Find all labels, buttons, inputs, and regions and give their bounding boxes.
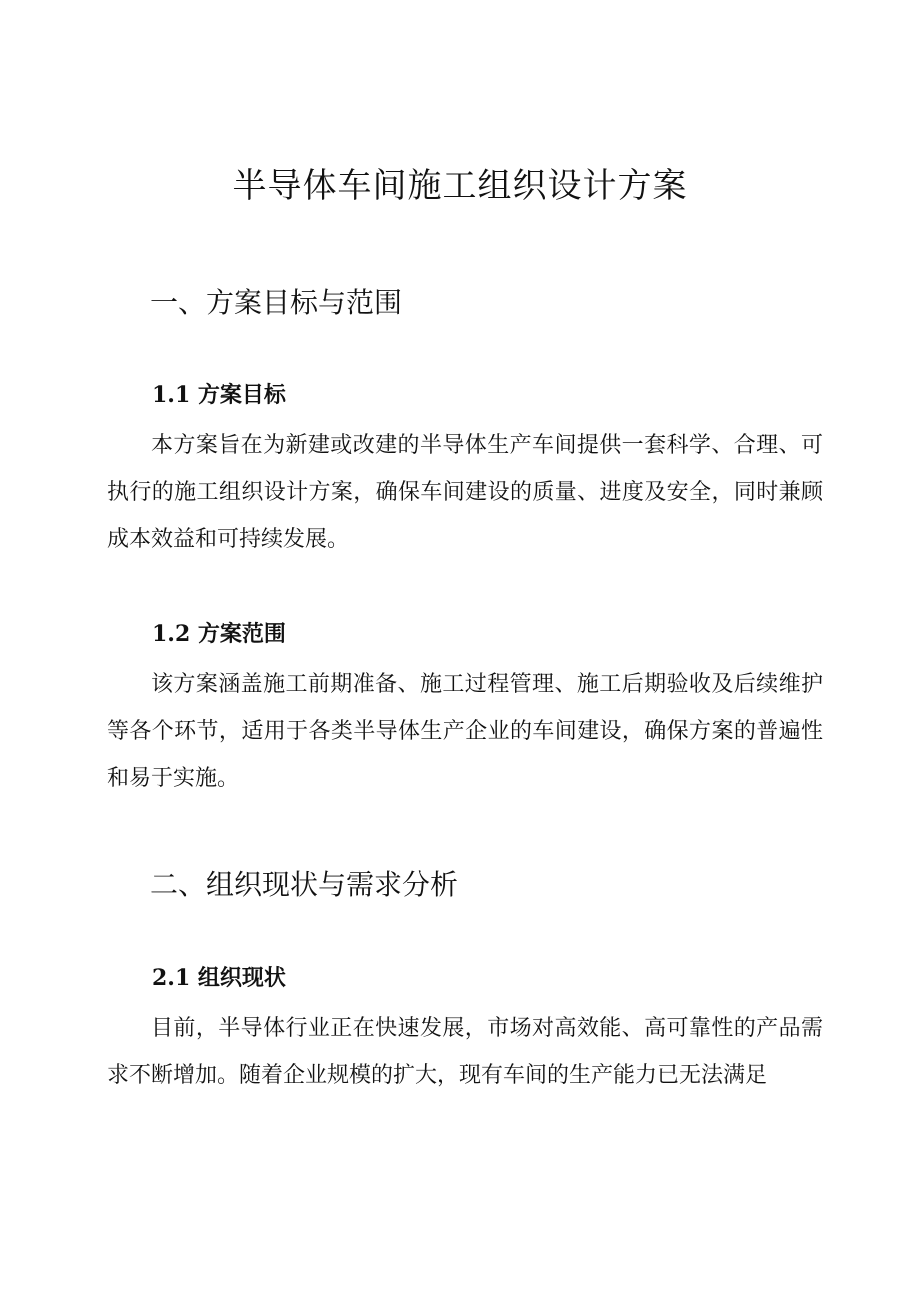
section-heading-2: 二、组织现状与需求分析 [150, 868, 459, 901]
paragraph-2-1: 目前，半导体行业正在快速发展，市场对高效能、高可靠性的产品需求不断增加。随着企业规模的扩大，现有车间的生产能力已无法满足 [107, 1016, 823, 1088]
paragraph-1-1: 本方案旨在为新建或改建的半导体生产车间提供一套科学、合理、可执行的施工组织设计方案，确保车间建设的质量、进度及安全，同时兼顾成本效益和可持续发展。 [107, 433, 823, 552]
document-title: 半导体车间施工组织设计方案 [232, 166, 688, 206]
subsection-heading-1-1: 1.1 方案目标 [152, 382, 286, 408]
subsection-heading-1-2: 1.2 方案范围 [152, 621, 286, 647]
paragraph-1-2: 该方案涵盖施工前期准备、施工过程管理、施工后期验收及后续维护等各个环节，适用于各类半导体生产企业的车间建设，确保方案的普遍性和易于实施。 [107, 672, 823, 791]
subsection-heading-2-1: 2.1 组织现状 [152, 965, 286, 991]
section-heading-1: 一、方案目标与范围 [150, 286, 403, 319]
